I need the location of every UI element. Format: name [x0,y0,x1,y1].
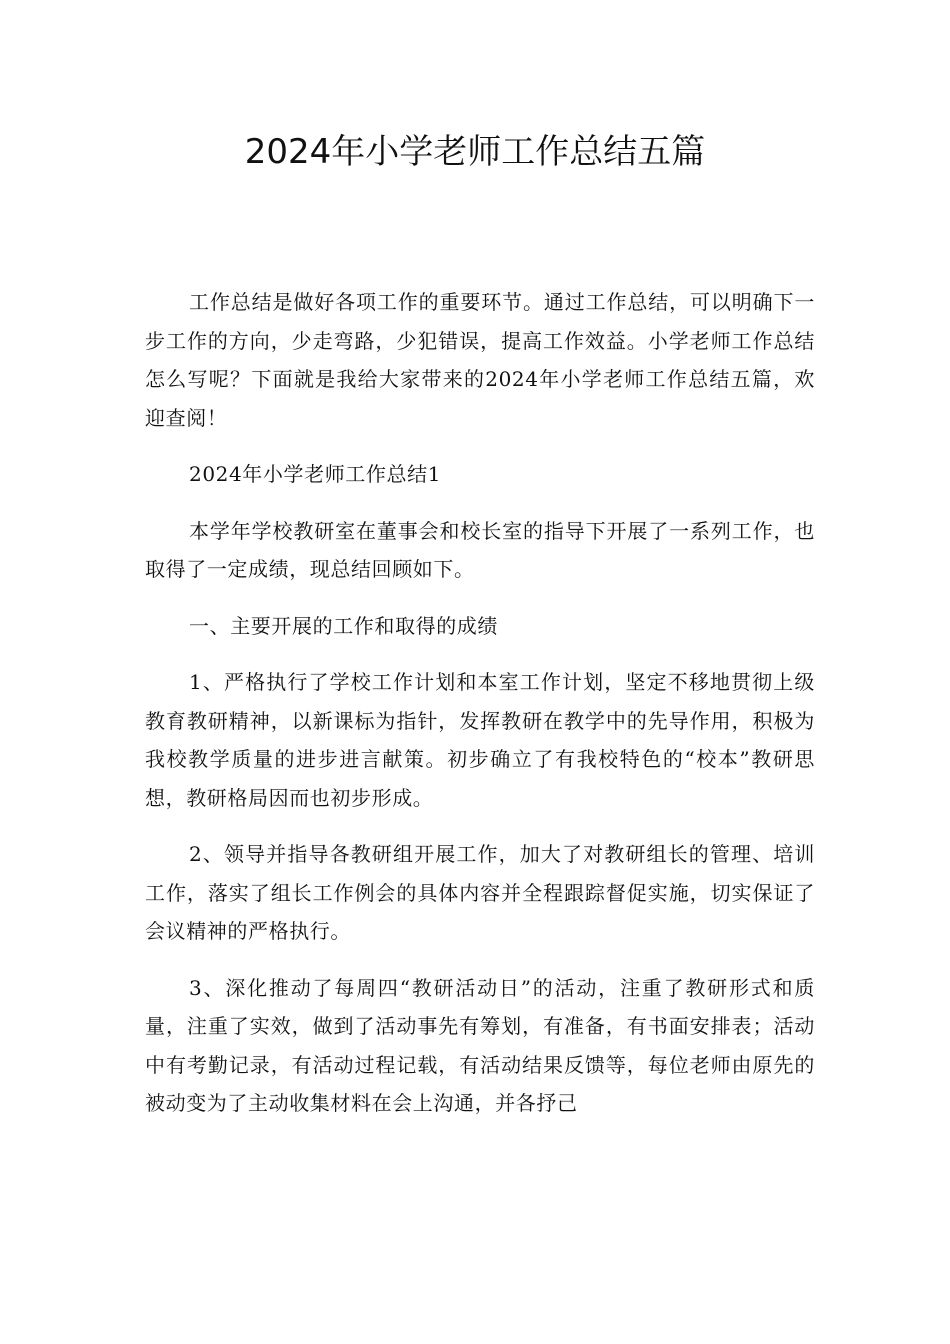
section-heading: 2024年小学老师工作总结1 [189,462,442,486]
subsection-heading: 一、主要开展的工作和取得的成绩 [189,613,498,638]
intro-paragraph: 工作总结是做好各项工作的重要环节。通过工作总结，可以明确下一步工作的方向，少走弯路，少犯错误，提高工作效益。小学老师工作总结怎么写呢？下面就是我给大家带来的2024年小学老师工作总结五篇，欢迎查阅！ [145,290,815,430]
body-paragraph: 3、深化推动了每周四“教研活动日”的活动，注重了教研形式和质量，注重了实效，做到了活动事先有筹划，有准备，有书面安排表；活动中有考勤记录，有活动过程记载，有活动结果反馈等，每位老师由原先的被动变为了主动收集材料在会上沟通，并各抒己 [145,975,815,1115]
document-title: 2024年小学老师工作总结五篇 [244,132,706,172]
body-paragraph: 1、严格执行了学校工作计划和本室工作计划，坚定不移地贯彻上级教育教研精神，以新课标为指针，发挥教研在教学中的先导作用，积极为我校教学质量的进步进言献策。初步确立了有我校特色的“校本”教研思想，教研格局因而也初步形成。 [145,670,815,810]
body-paragraph: 2、领导并指导各教研组开展工作，加大了对教研组长的管理、培训工作，落实了组长工作例会的具体内容并全程跟踪督促实施，切实保证了会议精神的严格执行。 [145,842,815,943]
body-paragraph: 本学年学校教研室在董事会和校长室的指导下开展了一系列工作，也取得了一定成绩，现总结回顾如下。 [145,518,815,581]
document-body [145,283,815,1123]
